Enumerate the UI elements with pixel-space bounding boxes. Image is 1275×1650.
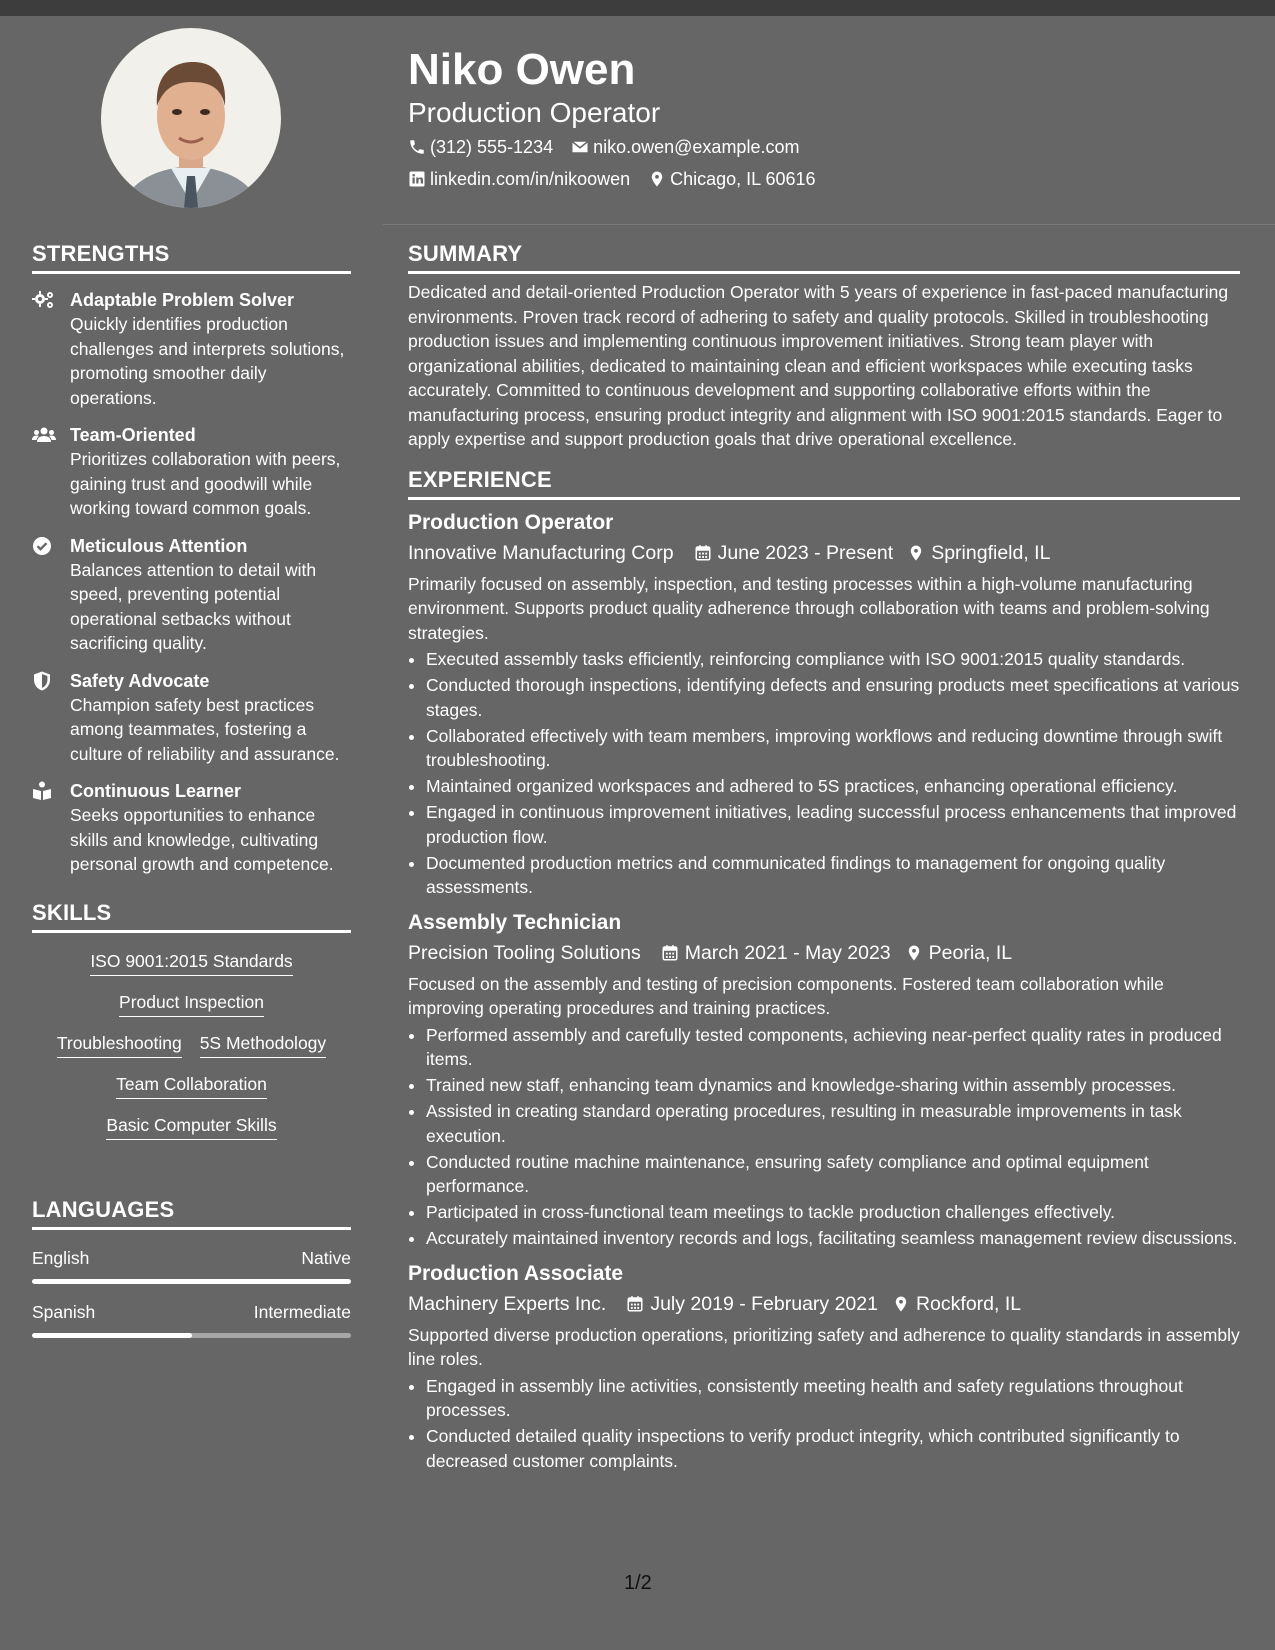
strength-desc: Seeks opportunities to enhance skills and knowledge, cultivating personal growth and competence. — [70, 805, 334, 874]
profile-photo — [101, 28, 281, 208]
languages-heading: LANGUAGES — [32, 1196, 351, 1230]
strength-item — [32, 779, 351, 877]
skill-tag: 5S Methodology — [200, 1031, 326, 1058]
languages-section — [32, 1196, 351, 1338]
candidate-name: Niko Owen — [408, 45, 636, 94]
job-bullet: • Participated in cross-functional team meetings to tackle production challenges effectively. — [426, 1200, 1240, 1225]
calendar-icon — [661, 944, 679, 962]
strength-title: Team-Oriented — [70, 425, 196, 445]
job-bullet: • Accurately maintained inventory records and logs, facilitating seamless management review discussions. — [426, 1226, 1240, 1251]
job-title: Assembly Technician — [408, 910, 622, 934]
strengths-section — [32, 240, 351, 877]
job-bullet: • Assisted in creating standard operating procedures, resulting in measurable improvements in task execution. — [426, 1099, 1240, 1148]
job-bullet: • Engaged in assembly line activities, consistently meeting health and safety regulations throughout processes. — [426, 1374, 1240, 1423]
job-bullets — [408, 647, 1240, 900]
strength-desc: Champion safety best practices among teammates, fostering a culture of reliability and assurance. — [70, 694, 340, 764]
job-bullet: • Maintained organized workspaces and adhered to 5S practices, enhancing operational efficiency. — [426, 774, 1240, 799]
job-company: Innovative Manufacturing Corp — [408, 541, 674, 564]
page-number: 1/2 — [624, 1572, 652, 1594]
job-list — [408, 508, 1240, 1474]
skill-row — [32, 1031, 351, 1058]
job-entry — [408, 1259, 1240, 1474]
strength-desc: Balances attention to detail with speed, preventing potential operational setbacks without sacrificing quality. — [70, 559, 317, 653]
language-name: English — [32, 1247, 90, 1268]
strength-desc: Prioritizes collaboration with peers, gaining trust and goodwill while working toward common goals. — [70, 449, 341, 518]
job-entry — [408, 508, 1240, 900]
job-title: Production Associate — [408, 1261, 624, 1285]
skills-heading: SKILLS — [32, 899, 351, 933]
skills-section — [32, 899, 351, 1140]
language-level: Native — [301, 1247, 351, 1268]
email-contact[interactable] — [571, 132, 799, 162]
email-text: niko.owen@example.com — [593, 137, 800, 157]
skill-row — [32, 949, 351, 976]
job-bullet: • Documented production metrics and communicated findings to management for ongoing quality assessments. — [426, 851, 1240, 900]
language-item — [32, 1300, 351, 1338]
location-contact — [648, 164, 815, 194]
job-dates: March 2021 - May 2023 — [684, 941, 891, 964]
skill-tag: ISO 9001:2015 Standards — [90, 949, 292, 976]
calendar-icon — [626, 1295, 644, 1313]
top-bar — [0, 0, 1275, 16]
strengths-heading: STRENGTHS — [32, 240, 351, 274]
strength-title: Adaptable Problem Solver — [70, 290, 295, 310]
skill-tag: Troubleshooting — [57, 1031, 182, 1058]
language-item — [32, 1246, 351, 1284]
job-description: Supported diverse production operations, prioritizing safety and adherence to quality standards in assembly line roles. — [408, 1324, 1240, 1369]
skill-row — [32, 1072, 351, 1099]
strength-item — [32, 423, 351, 521]
job-bullet: • Trained new staff, enhancing team dynamics and knowledge-sharing within assembly processes. — [426, 1073, 1240, 1098]
map-pin-icon — [907, 544, 925, 562]
phone-text: (312) 555-1234 — [430, 137, 554, 157]
linkedin-text: linkedin.com/in/nikoowen — [430, 169, 631, 189]
job-bullets — [408, 1374, 1240, 1474]
job-bullet: • Conducted routine machine maintenance, ensuring safety compliance and optimal equipment performance. — [426, 1150, 1240, 1199]
job-meta — [408, 938, 1240, 968]
right-column — [408, 240, 1240, 1475]
job-meta — [408, 1289, 1240, 1319]
shield-icon — [32, 671, 56, 691]
linkedin-contact[interactable] — [408, 164, 630, 194]
job-bullets — [408, 1023, 1240, 1251]
check-circle-icon — [32, 536, 56, 556]
strength-item — [32, 534, 351, 656]
skill-tag: Team Collaboration — [116, 1072, 267, 1099]
job-bullet: • Conducted detailed quality inspections to verify product integrity, which contributed significantly to decreased customer complaints. — [426, 1424, 1240, 1473]
resume-header — [408, 44, 1228, 194]
job-title: Production Operator — [408, 510, 614, 534]
skill-tag: Product Inspection — [119, 990, 264, 1017]
language-proficiency-bar — [32, 1279, 351, 1284]
experience-heading: EXPERIENCE — [408, 466, 1240, 500]
envelope-icon — [571, 138, 589, 156]
job-entry — [408, 908, 1240, 1251]
job-bullet: • Performed assembly and carefully tested components, achieving near-perfect quality rates in produced items. — [426, 1023, 1240, 1072]
summary-text: Dedicated and detail-oriented Production Operator with 5 years of experience in fast-paced manufacturing environments. Proven track record of adhering to safety and quality protocols. Skilled in troubleshooting production issues and implementing continuous improvement initiatives. Strong team player with organizational abilities, dedicated to maintaining clean and efficient workspaces while executing tasks accurately. Committed to continuous development and supporting collaborative efforts within the manufacturing process, ensuring product integrity and alignment with ISO 9001:2015 standards. Eager to apply expertise and support production goals that drive operational excellence. — [408, 282, 1229, 449]
skill-tag: Basic Computer Skills — [106, 1113, 276, 1140]
job-bullet: • Conducted thorough inspections, identifying defects and ensuring products meet specifications at various stages. — [426, 673, 1240, 722]
contact-row-1 — [408, 132, 1228, 162]
job-location: Peoria, IL — [928, 941, 1013, 964]
language-proficiency-bar — [32, 1333, 351, 1338]
job-location: Rockford, IL — [915, 1292, 1022, 1315]
map-pin-icon — [905, 944, 923, 962]
language-proficiency-fill — [32, 1333, 192, 1338]
candidate-title: Production Operator — [408, 97, 661, 128]
job-bullet: • Collaborated effectively with team members, improving workflows and reducing downtime through swift troubleshooting. — [426, 724, 1240, 773]
strength-title: Safety Advocate — [70, 670, 210, 691]
header-divider — [383, 224, 1275, 225]
phone-icon — [408, 138, 426, 156]
job-company: Machinery Experts Inc. — [408, 1292, 607, 1315]
job-dates: June 2023 - Present — [717, 541, 894, 564]
gears-icon — [32, 290, 56, 310]
language-level: Intermediate — [253, 1301, 351, 1322]
location-text: Chicago, IL 60616 — [670, 169, 816, 189]
job-location: Springfield, IL — [931, 541, 1051, 564]
left-column — [32, 240, 351, 1338]
skill-row — [32, 1113, 351, 1140]
book-reader-icon — [32, 781, 56, 801]
summary-heading: SUMMARY — [408, 240, 1240, 274]
job-dates: July 2019 - February 2021 — [650, 1292, 878, 1315]
map-pin-icon — [892, 1295, 910, 1313]
language-proficiency-fill — [32, 1279, 351, 1284]
job-meta — [408, 538, 1240, 568]
users-icon — [32, 425, 56, 445]
job-bullet: • Executed assembly tasks efficiently, reinforcing compliance with ISO 9001:2015 quality standards. — [426, 647, 1240, 672]
job-bullet: • Engaged in continuous improvement initiatives, leading successful process enhancements that improved production flow. — [426, 800, 1240, 849]
strength-title: Continuous Learner — [70, 781, 242, 801]
experience-section — [408, 466, 1240, 1474]
strength-title: Meticulous Attention — [70, 535, 248, 556]
strength-item — [32, 288, 351, 410]
strength-item — [32, 669, 351, 767]
phone-contact[interactable] — [408, 132, 553, 162]
linkedin-icon — [408, 170, 426, 188]
contact-row-2 — [408, 164, 1228, 194]
job-company: Precision Tooling Solutions — [408, 941, 641, 964]
calendar-icon — [694, 544, 712, 562]
skill-row — [32, 990, 351, 1017]
language-name: Spanish — [32, 1301, 96, 1322]
strength-desc: Quickly identifies production challenges and interprets solutions, promoting smoother daily operations. — [70, 314, 345, 408]
job-description: Primarily focused on assembly, inspection, and testing processes within a high-volume manufacturing environment. Supports product quality adherence through collaboration with teams and problem-solving strategies. — [408, 573, 1210, 643]
summary-section — [408, 240, 1240, 452]
map-pin-icon — [648, 170, 666, 188]
job-description: Focused on the assembly and testing of precision components. Fostered team collaboration while improving operating procedures and training practices. — [408, 973, 1164, 1018]
